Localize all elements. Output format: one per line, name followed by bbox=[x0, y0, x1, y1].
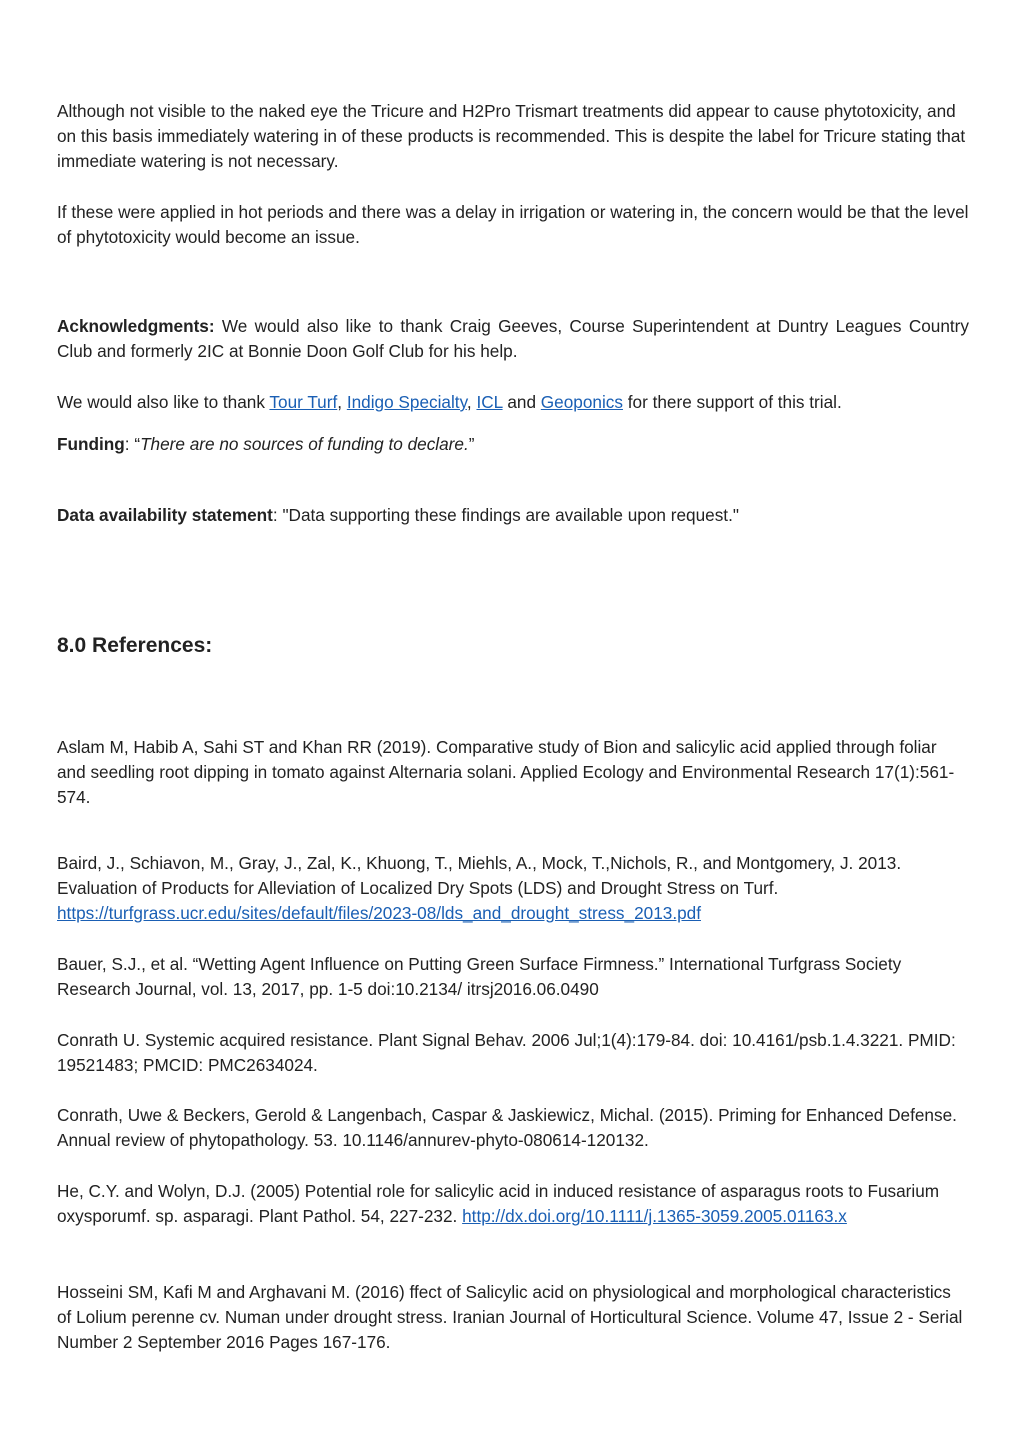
sponsor-thanks-paragraph bbox=[57, 390, 969, 415]
reference-link-turfgrass[interactable]: https://turfgrass.ucr.edu/sites/default/files/2023-08/lds_and_drought_stress_2013.pdf bbox=[57, 903, 701, 923]
geoponics-link[interactable]: Geoponics bbox=[540, 392, 623, 412]
acknowledgments-paragraph bbox=[57, 314, 969, 364]
discussion-paragraph-1: Although not visible to the naked eye the Tricure and H2Pro Trismart treatments did appear to cause phytotoxicity, and on this basis immediately watering in of these products is recommended. This is despite the label for Tricure stating that immediate watering is not necessary. bbox=[57, 101, 966, 171]
reference-item-hosseini: Hosseini SM, Kafi M and Arghavani M. (2016) ffect of Salicylic acid on physiological and morphological characteristics of Lolium perenne cv. Numan under drought stress. Iranian Journal of Horticultural Science. Volume 47, Issue 2 - Serial Number 2 September 2016 Pages 167-176. bbox=[57, 1282, 963, 1352]
funding-colon: : “ bbox=[124, 434, 141, 454]
funding-text: There are no sources of funding to declare. bbox=[140, 434, 469, 454]
indigo-specialty-link[interactable]: Indigo Specialty bbox=[346, 392, 467, 412]
discussion-paragraph-2: If these were applied in hot periods and there was a delay in irrigation or watering in, the concern would be that the level of phytotoxicity would become an issue. bbox=[57, 202, 969, 247]
data-availability-statement bbox=[57, 503, 969, 528]
references-heading: 8.0 References: bbox=[57, 634, 213, 657]
reference-link-doi[interactable]: http://dx.doi.org/10.1111/j.1365-3059.2005.01163.x bbox=[462, 1206, 847, 1226]
acknowledgments-text: We would also like to thank Craig Geeves, Course Superintendent at Duntry Leagues Country Club and formerly 2IC at Bonnie Doon Golf Club for his help. bbox=[57, 316, 969, 361]
thanks-prefix: We would also like to thank bbox=[57, 392, 270, 412]
reference-item-conrath-2006: Conrath U. Systemic acquired resistance. Plant Signal Behav. 2006 Jul;1(4):179-84. doi: 10.4161/psb.1.4.3221. PMID: 19521483; PMCID: PMC2634024. bbox=[57, 1030, 956, 1075]
funding-label: Funding bbox=[57, 434, 125, 454]
reference-text: He, C.Y. and Wolyn, D.J. (2005) Potential role for salicylic acid in induced resistance of asparagus roots to Fusarium oxysporumf. sp. asparagi. Plant Pathol. 54, 227-232. bbox=[57, 1181, 940, 1226]
data-availability-label: Data availability statement bbox=[57, 505, 273, 525]
icl-link[interactable]: ICL bbox=[476, 392, 503, 412]
reference-item-bauer: Bauer, S.J., et al. “Wetting Agent Influence on Putting Green Surface Firmness.” International Turfgrass Society Research Journal, vol. 13, 2017, pp. 1-5 doi:10.2134/ itrsj2016.06.0490 bbox=[57, 954, 902, 999]
reference-item-he bbox=[57, 1179, 969, 1229]
thanks-suffix: for there support of this trial. bbox=[622, 392, 842, 412]
funding-statement bbox=[57, 432, 969, 457]
reference-item-baird bbox=[57, 851, 969, 926]
acknowledgments-label: Acknowledgments: bbox=[57, 316, 215, 336]
tour-turf-link[interactable]: Tour Turf bbox=[269, 392, 338, 412]
link-separator: and bbox=[502, 392, 541, 412]
funding-close-quote: ” bbox=[468, 434, 475, 454]
link-separator: , bbox=[466, 392, 477, 412]
link-separator: , bbox=[337, 392, 347, 412]
reference-item-aslam: Aslam M, Habib A, Sahi ST and Khan RR (2019). Comparative study of Bion and salicylic acid applied through foliar and seedling root dipping in tomato against Alternaria solani. Applied Ecology and Environmental Research 17(1):561-574. bbox=[57, 737, 955, 807]
data-availability-text: : "Data supporting these findings are available upon request." bbox=[272, 505, 739, 525]
reference-text: Baird, J., Schiavon, M., Gray, J., Zal, K., Khuong, T., Miehls, A., Mock, T.,Nichols, R., and Montgomery, J. 2013. Evaluation of Products for Alleviation of Localized Dry Spots (LDS) and Drought Stress on Turf. bbox=[57, 853, 902, 898]
reference-item-conrath-2015: Conrath, Uwe & Beckers, Gerold & Langenbach, Caspar & Jaskiewicz, Michal. (2015). Priming for Enhanced Defense. Annual review of phytopathology. 53. 10.1146/annurev-phyto-080614-120132. bbox=[57, 1105, 957, 1150]
